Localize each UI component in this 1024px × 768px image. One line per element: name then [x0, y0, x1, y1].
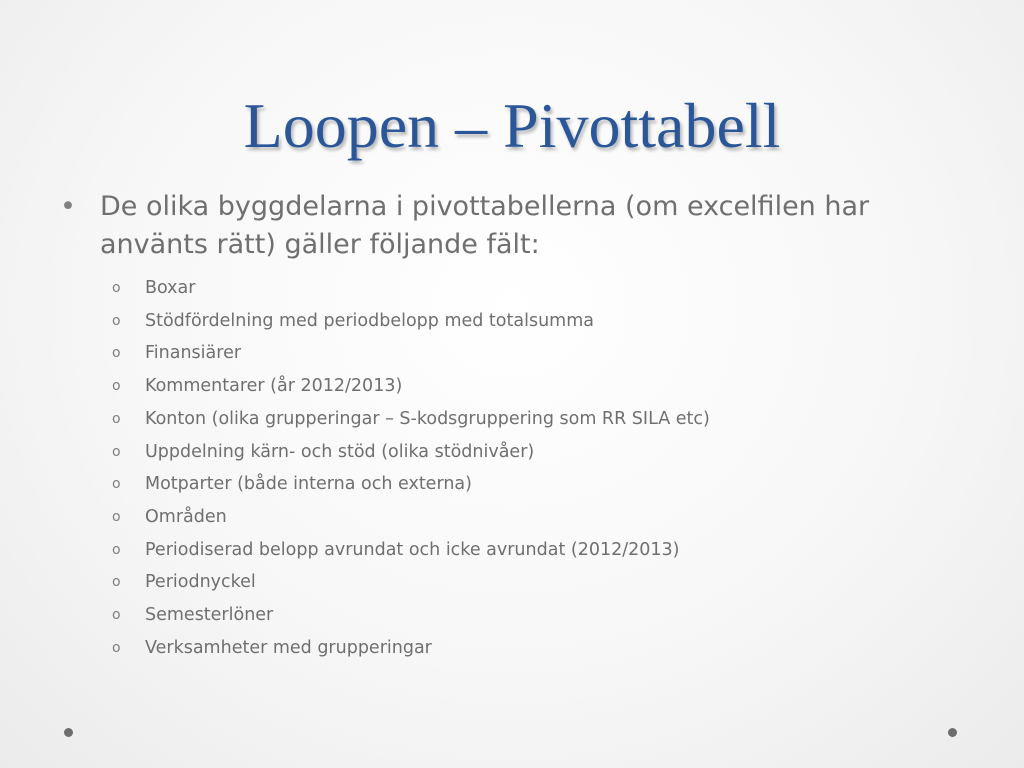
list-item [60, 403, 960, 436]
sub-bullet-marker: o [112, 574, 121, 591]
list-item [60, 436, 960, 469]
list-item-text: Semesterlöner [145, 605, 274, 626]
list-item-text: Periodnyckel [145, 572, 256, 593]
list-item-text: Boxar [145, 278, 196, 298]
sub-bullet-marker: o [112, 508, 121, 525]
sub-bullet-marker: o [112, 639, 121, 656]
bullet-marker: • [60, 191, 76, 222]
sub-bullet-marker: o [112, 312, 121, 329]
list-item [60, 468, 960, 501]
list-item-text: Stödfördelning med periodbelopp med totalsumma [145, 310, 594, 331]
list-item-text: Områden [145, 506, 227, 527]
slide-title: Loopen – Pivottabell [243, 90, 781, 161]
list-item-text: Konton (olika grupperingar – S-kodsgruppering som RR SILA etc) [145, 408, 710, 429]
list-item [60, 305, 960, 338]
list-item-text: Uppdelning kärn- och stöd (olika stödnivåer) [145, 441, 535, 462]
sub-bullet-marker: o [112, 378, 121, 395]
list-item-text: Periodiserad belopp avrundat och icke avrundat (2012/2013) [145, 539, 680, 560]
decorative-dot-left [64, 728, 73, 737]
slide-content [60, 188, 960, 664]
list-item [60, 272, 960, 305]
list-item [60, 337, 960, 370]
list-item-text: Motparter (både interna och externa) [145, 474, 472, 495]
list-item [60, 566, 960, 599]
sub-bullet-marker: o [112, 345, 121, 362]
sub-bullet-list [60, 272, 960, 664]
list-item-text: Kommentarer (år 2012/2013) [145, 376, 403, 397]
sub-bullet-marker: o [112, 607, 121, 624]
main-bullet-text: De olika byggdelarna i pivottabellerna (om excelfilen har använts rätt) gäller följande fält: [100, 191, 870, 260]
sub-bullet-marker: o [112, 410, 121, 427]
list-item [60, 370, 960, 403]
sub-bullet-marker: o [112, 476, 121, 493]
list-item-text: Verksamheter med grupperingar [145, 637, 432, 658]
list-item [60, 501, 960, 534]
list-item-text: Finansiärer [145, 343, 242, 364]
list-item [60, 534, 960, 567]
sub-bullet-marker: o [112, 541, 121, 558]
decorative-dot-right [948, 728, 957, 737]
list-item [60, 632, 960, 665]
main-bullet [60, 188, 960, 264]
sub-bullet-marker: o [112, 280, 121, 296]
list-item [60, 599, 960, 632]
sub-bullet-marker: o [112, 443, 121, 460]
